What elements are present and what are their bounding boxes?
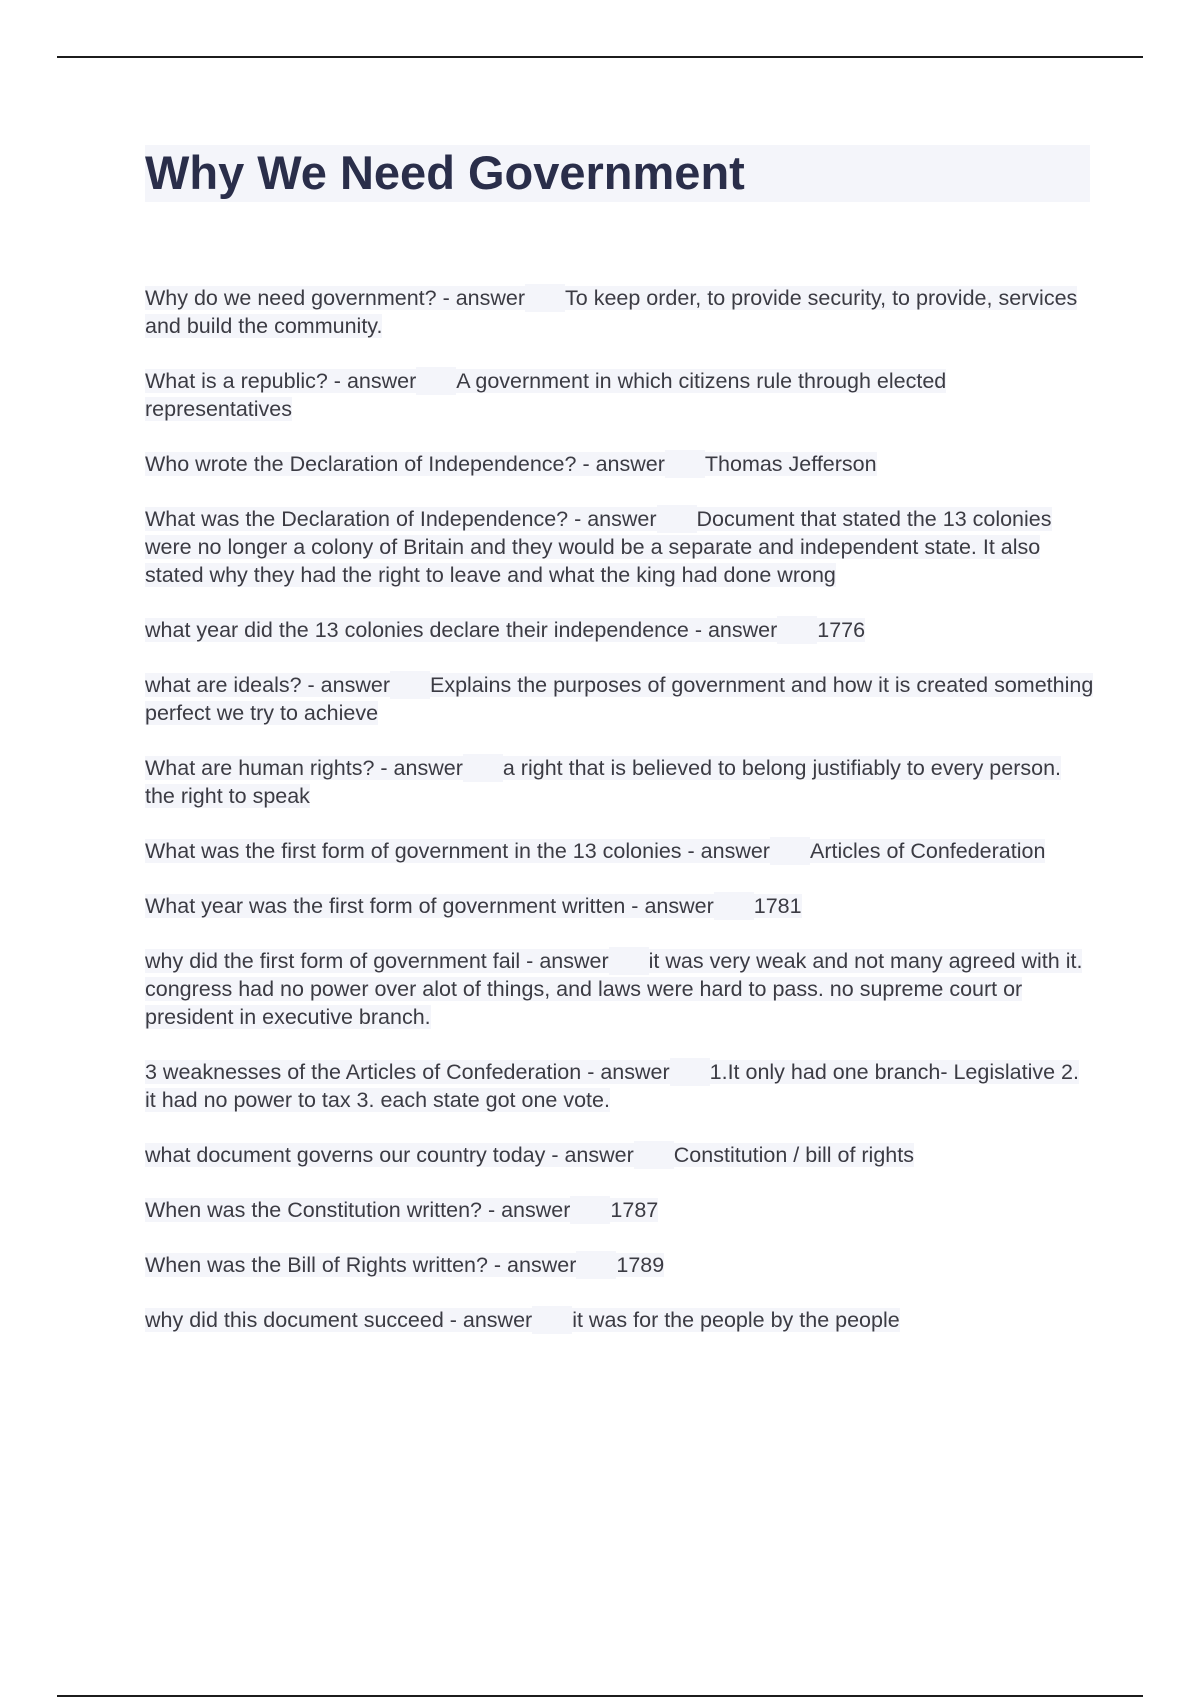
qa-item: [145, 1141, 1095, 1169]
answer-text: Explains the purposes of government and how it is created something perfect we try to achieve: [145, 673, 1094, 725]
qa-item: [145, 1251, 1095, 1279]
qa-item: [145, 671, 1095, 727]
top-rule: [57, 56, 1143, 58]
qa-item: [145, 450, 1095, 478]
answer-text: Articles of Confederation: [809, 839, 1046, 863]
question-text: What was the Declaration of Independence? - answer: [145, 507, 657, 531]
question-text: What was the first form of government in the 13 colonies - answer: [145, 839, 770, 863]
qa-list: [145, 284, 1095, 1361]
answer-text: To keep order, to provide security, to provide, services and build the community.: [145, 286, 1078, 338]
answer-text: Constitution / bill of rights: [673, 1143, 914, 1167]
qa-item: [145, 1058, 1095, 1114]
question-text: what document governs our country today - answer: [145, 1143, 634, 1167]
qa-item: [145, 1306, 1095, 1334]
question-text: why did this document succeed - answer: [145, 1308, 533, 1332]
qa-item: [145, 505, 1095, 589]
answer-text: 1776: [817, 618, 866, 642]
question-text: what year did the 13 colonies declare their independence - answer: [145, 618, 778, 642]
qa-item: [145, 616, 1095, 644]
question-text: what are ideals? - answer: [145, 673, 390, 697]
answer-text: 1781: [753, 894, 802, 918]
question-text: What year was the first form of government written - answer: [145, 894, 714, 918]
answer-text: A government in which citizens rule through elected representatives: [145, 369, 947, 421]
question-text: why did the first form of government fail - answer: [145, 949, 609, 973]
question-text: When was the Constitution written? - answer: [145, 1198, 571, 1222]
qa-item: [145, 367, 1095, 423]
qa-item: [145, 1196, 1095, 1224]
qa-item: [145, 947, 1095, 1031]
question-text: 3 weaknesses of the Articles of Confederation - answer: [145, 1060, 670, 1084]
answer-text: a right that is believed to belong justifiably to every person. the right to speak: [145, 756, 1062, 808]
answer-text: 1.It only had one branch- Legislative 2. it had no power to tax 3. each state got one vote.: [145, 1060, 1079, 1112]
answer-text: it was very weak and not many agreed with it. congress had no power over alot of things, and laws were hard to pass. no supreme court or president in executive branch.: [145, 949, 1083, 1029]
qa-item: [145, 892, 1095, 920]
answer-text: Document that stated the 13 colonies were no longer a colony of Britain and they would be a separate and independent state. It also stated why they had the right to leave and what the king had done wrong: [145, 507, 1052, 587]
question-text: What is a republic? - answer: [145, 369, 417, 393]
document-title: Why We Need Government: [145, 146, 745, 199]
qa-item: [145, 837, 1095, 865]
question-text: Who wrote the Declaration of Independence? - answer: [145, 452, 665, 476]
bottom-rule: [57, 1695, 1143, 1697]
qa-item: [145, 284, 1095, 340]
answer-text: it was for the people by the people: [572, 1308, 900, 1332]
question-text: Why do we need government? - answer: [145, 286, 526, 310]
question-text: What are human rights? - answer: [145, 756, 463, 780]
answer-text: 1789: [616, 1253, 665, 1277]
question-text: When was the Bill of Rights written? - answer: [145, 1253, 577, 1277]
answer-text: Thomas Jefferson: [704, 452, 877, 476]
qa-item: [145, 754, 1095, 810]
answer-text: 1787: [610, 1198, 659, 1222]
